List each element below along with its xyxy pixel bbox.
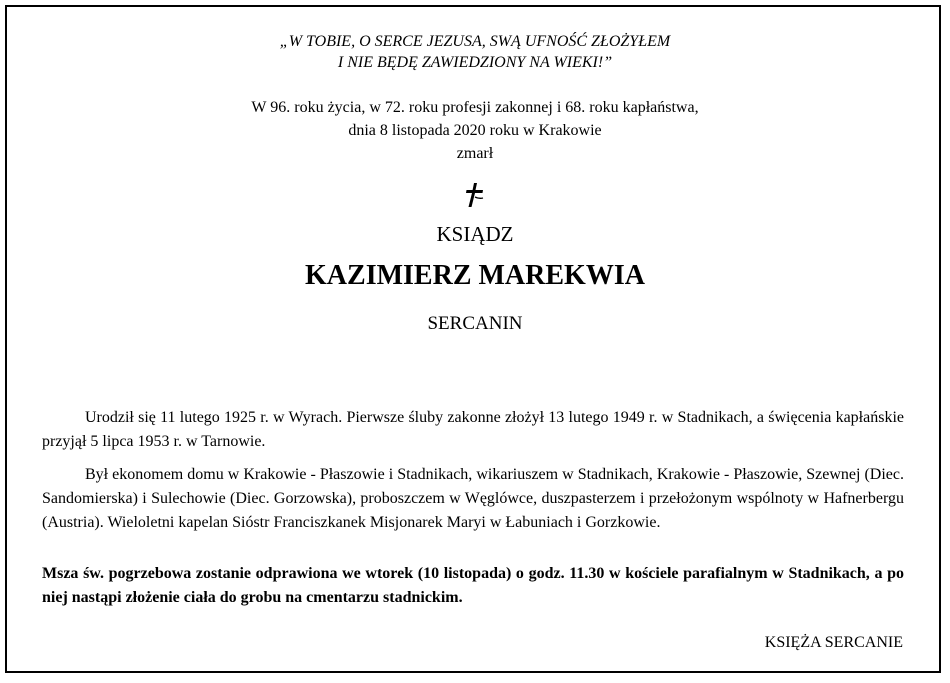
quote-line-1: „W TOBIE, O SERCE JEZUSA, SWĄ UFNOŚĆ ZŁOŻYŁEM xyxy=(279,33,671,50)
intro-line-1: W 96. roku życia, w 72. roku profesji zakonnej i 68. roku kapłaństwa, xyxy=(251,99,699,116)
cross-icon xyxy=(0,181,950,209)
honorific-title: KSIĄDZ xyxy=(436,222,514,246)
death-announcement xyxy=(0,96,950,165)
deceased-name: KAZIMIERZ MAREKWIA xyxy=(305,260,645,291)
funeral-mass-info: Msza św. pogrzebowa zostanie odprawiona we wtorek (10 listopada) o godz. 11.30 w kościele parafialnym w Stadnikach, a po niej nastąpi złożenie ciała do grobu na cmentarzu stadnickim. xyxy=(42,565,904,606)
biography-paragraph-1: Urodził się 11 lutego 1925 r. w Wyrach. Pierwsze śluby zakonne złożył 13 lutego 1949 r. w Stadnikach, a święcenia kapłańskie przyjął 5 lipca 1953 r. w Tarnowie. xyxy=(42,409,904,450)
biography-paragraph-2: Był ekonomem domu w Krakowie - Płaszowie i Stadnikach, wikariuszem w Stadnikach, Krakowie - Płaszowie, Szewnej (Diec. Sandomierska) i Sulechowie (Diec. Gorzowska), proboszczem w Węglówce, duszpasterzem i przełożonym wspólnoty w Hafnerbergu (Austria). Wieloletni kapelan Sióstr Franciszkanek Misjonarek Maryi w Łabuniach i Gorzkowie. xyxy=(42,466,904,531)
quote-line-2: I NIE BĘDĘ ZAWIEDZIONY NA WIEKI!” xyxy=(337,54,613,71)
intro-line-2: dnia 8 listopada 2020 roku w Krakowie xyxy=(348,122,602,139)
religious-order: SERCANIN xyxy=(427,313,523,334)
quote xyxy=(0,31,950,73)
intro-line-3: zmarł xyxy=(456,145,494,162)
signature: KSIĘŻA SERCANIE xyxy=(764,634,903,651)
